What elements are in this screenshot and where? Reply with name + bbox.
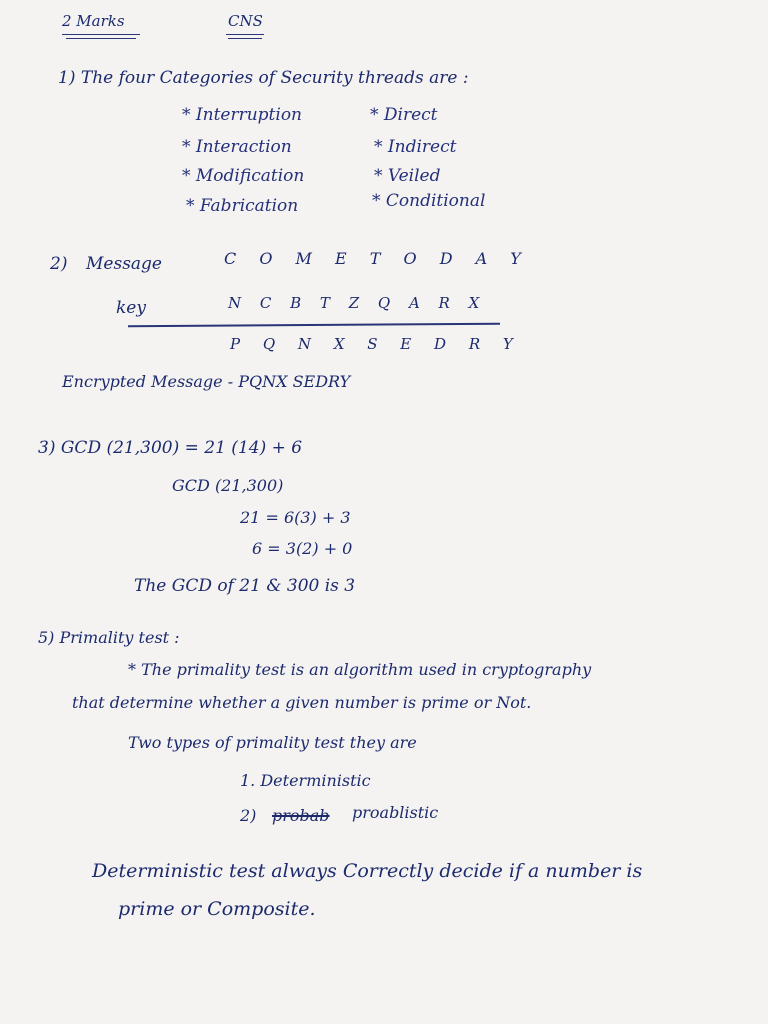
result-value: P Q N X S E D R Y bbox=[230, 335, 522, 353]
type-2-number: 2) bbox=[240, 806, 257, 825]
marks-underline bbox=[62, 34, 140, 35]
q5-para1-line1: * The primality test is an algorithm used in cryptography bbox=[128, 660, 592, 679]
gcd-line-1: 3) GCD (21,300) = 21 (14) + 6 bbox=[38, 438, 303, 458]
message-label: Message bbox=[86, 254, 162, 274]
key-label: key bbox=[116, 298, 146, 318]
marks-underline-2 bbox=[66, 38, 136, 39]
q5-para2: Two types of primality test they are bbox=[128, 733, 417, 752]
gcd-line-3: 21 = 6(3) + 3 bbox=[240, 508, 351, 527]
q1-left-item-4: * Fabrication bbox=[186, 196, 299, 216]
q1-right-item-3: * Veiled bbox=[374, 166, 441, 186]
subject-heading: CNS bbox=[228, 12, 263, 30]
type-2: proablistic bbox=[352, 803, 439, 822]
q1-left-item-3: * Modification bbox=[182, 166, 305, 186]
subject-underline-2 bbox=[228, 38, 262, 39]
type-1: 1. Deterministic bbox=[240, 771, 371, 790]
encrypted-message: Encrypted Message - PQNX SEDRY bbox=[62, 372, 351, 391]
sum-rule bbox=[128, 323, 500, 328]
marks-heading: 2 Marks bbox=[62, 12, 125, 30]
q5-para3-line1: Deterministic test always Correctly decide if a number is bbox=[92, 860, 643, 882]
q1-right-item-4: * Conditional bbox=[372, 191, 486, 211]
message-value: C O M E T O D A Y bbox=[224, 249, 530, 268]
gcd-line-4: 6 = 3(2) + 0 bbox=[252, 539, 353, 558]
subject-underline bbox=[226, 34, 264, 35]
q1-right-item-1: * Direct bbox=[370, 105, 438, 125]
q1-stem: 1) The four Categories of Security threads are : bbox=[58, 68, 469, 88]
q5-heading: 5) Primality test : bbox=[38, 628, 180, 647]
q1-right-item-2: * Indirect bbox=[374, 137, 457, 157]
q1-left-item-2: * Interaction bbox=[182, 137, 292, 157]
gcd-conclusion: The GCD of 21 & 300 is 3 bbox=[134, 576, 356, 596]
key-value: N C B T Z Q A R X bbox=[228, 294, 487, 312]
q1-left-item-1: * Interruption bbox=[182, 105, 302, 125]
q5-para3-line2: prime or Composite. bbox=[118, 898, 316, 920]
gcd-line-2: GCD (21,300) bbox=[172, 476, 284, 495]
q2-number: 2) bbox=[50, 254, 68, 274]
q5-para1-line2: that determine whether a given number is prime or Not. bbox=[72, 693, 532, 712]
type-2-struck: probab bbox=[272, 806, 330, 825]
